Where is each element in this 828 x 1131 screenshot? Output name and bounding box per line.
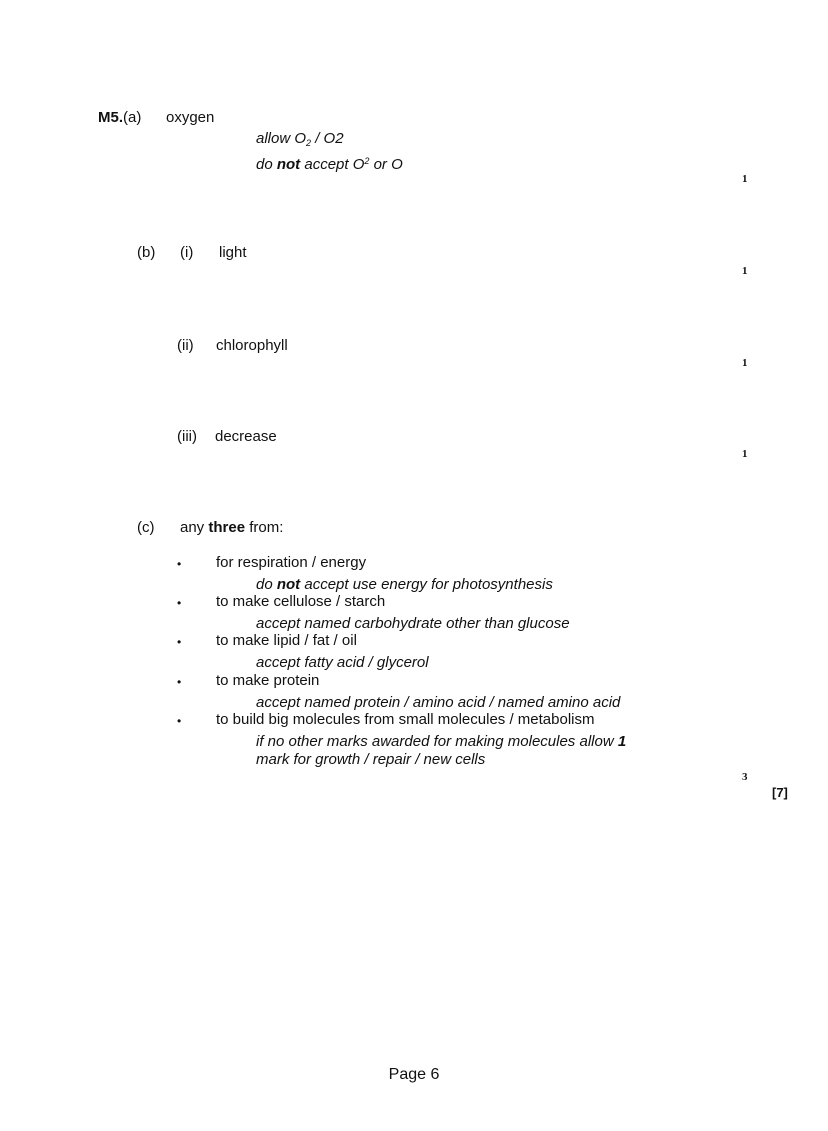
bullet-1: • <box>177 557 182 571</box>
part-c-item-5-note-line2: mark for growth / repair / new cells <box>256 751 486 768</box>
part-c-item-2: to make cellulose / starch <box>216 593 386 610</box>
part-c-item-2-note: accept named carbohydrate other than glucose <box>256 615 570 632</box>
mark-c: 3 <box>742 771 748 783</box>
part-c-label: (c) <box>137 519 155 536</box>
part-b-ii-answer: chlorophyll <box>216 337 288 354</box>
part-c-item-4-note: accept named protein / amino acid / named amino acid <box>256 694 621 711</box>
total-marks: [7] <box>772 785 788 800</box>
bullet-3: • <box>177 635 182 649</box>
part-b-ii-label: (ii) <box>177 337 194 354</box>
part-c-intro: any three from: <box>180 519 284 536</box>
part-a-answer: oxygen <box>166 109 215 126</box>
mark-a: 1 <box>742 173 748 185</box>
part-b-i-label: (i) <box>180 244 194 261</box>
part-c-item-3-note: accept fatty acid / glycerol <box>256 654 429 671</box>
bullet-5: • <box>177 714 182 728</box>
page-number: Page 6 <box>388 1066 440 1083</box>
bullet-2: • <box>177 596 182 610</box>
question-number: M5.(a) <box>98 109 142 126</box>
part-c-item-5: to build big molecules from small molecules / metabolism <box>216 711 595 728</box>
part-b-i-answer: light <box>219 244 247 261</box>
part-b-iii-answer: decrease <box>215 428 277 445</box>
part-c-item-4: to make protein <box>216 672 320 689</box>
mark-b-ii: 1 <box>742 357 748 369</box>
part-a-note-not-accept: do not accept $O^2$ or O <box>256 156 403 173</box>
part-c-item-1-note: do not accept use energy for photosynthesis <box>256 576 553 593</box>
part-c-item-1: for respiration / energy <box>216 554 367 571</box>
part-a-note-allow: allow $O_2 / O2$ <box>256 130 344 148</box>
part-c-item-3: to make lipid / fat / oil <box>216 632 357 649</box>
mark-b-iii: 1 <box>742 448 748 460</box>
part-b-iii-label: (iii) <box>177 428 197 445</box>
part-c-item-5-note-line1: if no other marks awarded for making molecules allow 1 <box>256 733 627 750</box>
bullet-4: • <box>177 675 182 689</box>
part-b-label: (b) <box>137 244 156 261</box>
mark-b-i: 1 <box>742 265 748 277</box>
